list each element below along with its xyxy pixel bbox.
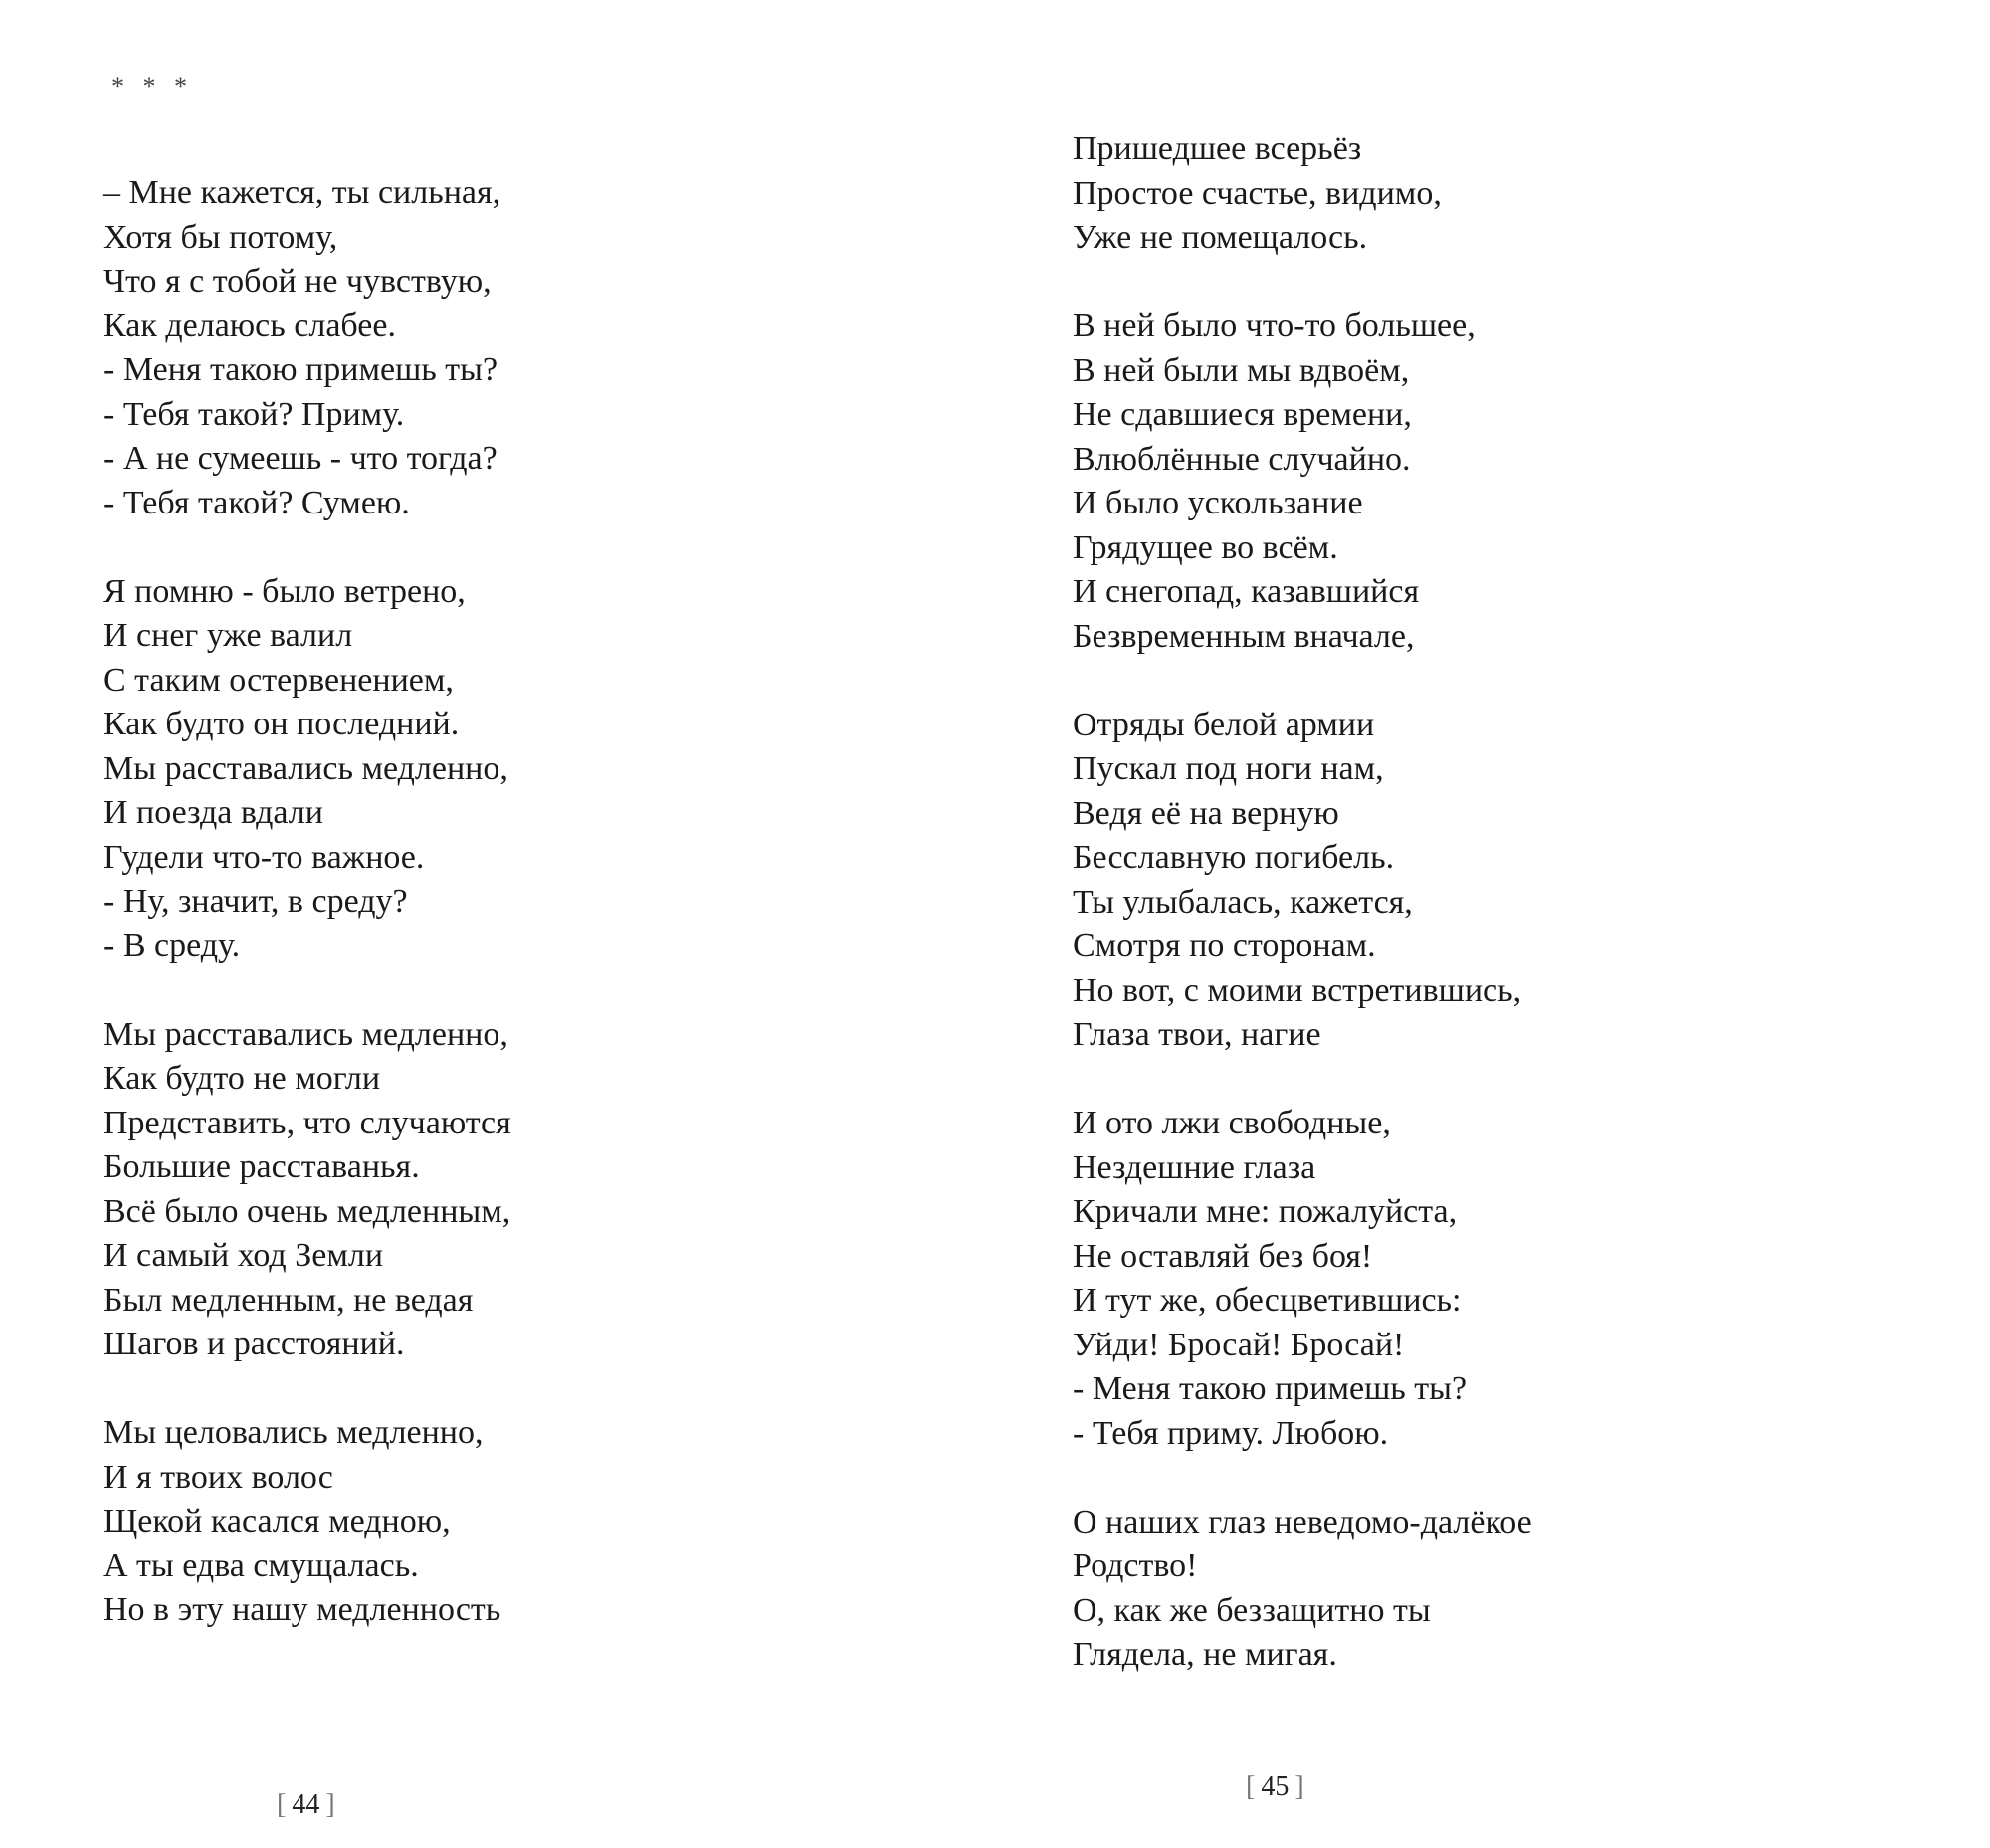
- stanza-9: [1073, 1501, 1532, 1678]
- poem-right-column: [1073, 127, 1532, 1722]
- verse-line: Я помню - было ветрено,: [103, 572, 466, 610]
- verse-line: Родство!: [1073, 1547, 1198, 1584]
- verse-line: В ней были мы вдвоём,: [1073, 351, 1410, 389]
- stanza-3: [103, 1013, 511, 1367]
- page-number-value: 44: [292, 1789, 320, 1820]
- verse-line: - В среду.: [103, 926, 241, 964]
- verse-line: - Меня такою примешь ты?: [103, 351, 498, 388]
- verse-line: А ты едва смущалась.: [103, 1546, 419, 1584]
- verse-line: Смотря по сторонам.: [1073, 927, 1376, 964]
- page-number-bracket-open: [: [1246, 1771, 1256, 1802]
- verse-line: Нездешние глаза: [1073, 1148, 1316, 1186]
- verse-line: Кричали мне: пожалуйста,: [1073, 1193, 1458, 1230]
- verse-line: О, как же беззащитно ты: [1073, 1591, 1431, 1629]
- stanza-2: [103, 570, 511, 969]
- stanza-8: [1073, 1102, 1532, 1456]
- verse-line: Грядущее во всём.: [1073, 528, 1338, 566]
- verse-line: Как будто он последний.: [103, 706, 460, 742]
- verse-line: Как будто не могли: [103, 1060, 381, 1097]
- verse-line: Уйди! Бросай! Бросай!: [1073, 1326, 1405, 1363]
- verse-line: Ведя её на верную: [1073, 794, 1339, 832]
- verse-line: И ото лжи свободные,: [1073, 1105, 1391, 1141]
- page-number-right: [1240, 1773, 1310, 1801]
- verse-line: Мы расставались медленно,: [103, 1015, 508, 1053]
- verse-line: И было ускользание: [1073, 485, 1363, 521]
- verse-line: - Тебя такой? Сумею.: [103, 484, 410, 521]
- verse-line: Не сдавшиеся времени,: [1073, 396, 1412, 433]
- verse-line: – Мне кажется, ты сильная,: [103, 174, 501, 211]
- page-number-bracket-close: ]: [1294, 1771, 1304, 1802]
- verse-line: Но в эту нашу медленность: [103, 1591, 501, 1628]
- verse-line: Глядела, не мигая.: [1073, 1636, 1337, 1673]
- verse-line: Простое счастье, видимо,: [1073, 174, 1442, 212]
- verse-line: Пришедшее всерьёз: [1073, 130, 1362, 167]
- verse-line: Безвременным вначале,: [1073, 617, 1415, 655]
- verse-line: Не оставляй без боя!: [1073, 1237, 1373, 1275]
- verse-line: Хотя бы потому,: [103, 218, 338, 256]
- verse-line: И я твоих волос: [103, 1458, 333, 1496]
- page-number-bracket-open: [: [277, 1789, 287, 1820]
- verse-line: Ты улыбалась, кажется,: [1073, 883, 1413, 921]
- verse-line: Пускал под ноги нам,: [1073, 750, 1384, 787]
- stanza-6: [1073, 305, 1532, 659]
- verse-line: О наших глаз неведомо-далёкое: [1073, 1503, 1532, 1540]
- verse-line: Всё было очень медленным,: [103, 1192, 511, 1230]
- verse-line: Шагов и расстояний.: [103, 1326, 405, 1362]
- verse-line: Что я с тобой не чувствую,: [103, 263, 492, 300]
- verse-line: Бесславную погибель.: [1073, 839, 1395, 876]
- verse-line: Мы целовались медленно,: [103, 1414, 484, 1451]
- stanza-5: [1073, 127, 1532, 261]
- right-page: [995, 0, 1990, 1848]
- verse-line: И тут же, обесцветившись:: [1073, 1282, 1462, 1319]
- verse-line: - Тебя приму. Любою.: [1073, 1414, 1389, 1452]
- verse-line: Отряды белой армии: [1073, 706, 1375, 743]
- poem-left-column: [103, 171, 511, 1677]
- verse-line: В ней было что-то большее,: [1073, 308, 1476, 344]
- verse-line: Был медленным, не ведая: [103, 1281, 474, 1319]
- verse-line: И снег уже валил: [103, 617, 353, 654]
- verse-line: Мы расставались медленно,: [103, 749, 508, 787]
- verse-line: Представить, что случаются: [103, 1104, 511, 1141]
- verse-line: И снегопад, казавшийся: [1073, 573, 1420, 610]
- verse-line: - Ну, значит, в среду?: [103, 883, 408, 920]
- page-number-value: 45: [1261, 1771, 1290, 1802]
- verse-line: Большие расставанья.: [103, 1148, 420, 1185]
- verse-line: Как делаюсь слабее.: [103, 307, 396, 344]
- verse-line: Гудели что-то важное.: [103, 838, 425, 876]
- verse-line: С таким остервенением,: [103, 661, 454, 699]
- verse-line: - Меня такою примешь ты?: [1073, 1370, 1468, 1407]
- verse-line: - А не сумеешь - что тогда?: [103, 440, 498, 477]
- section-divider-asterisks: * * *: [111, 72, 193, 101]
- verse-line: Щекой касался медною,: [103, 1503, 451, 1540]
- verse-line: И самый ход Земли: [103, 1237, 384, 1274]
- verse-line: Но вот, с моими встретившись,: [1073, 971, 1522, 1009]
- page-number-bracket-close: ]: [325, 1789, 335, 1820]
- stanza-4: [103, 1411, 511, 1633]
- verse-line: Влюблённые случайно.: [1073, 440, 1411, 478]
- stanza-1: [103, 171, 511, 525]
- verse-line: И поезда вдали: [103, 794, 323, 831]
- page-number-left: [271, 1791, 341, 1819]
- verse-line: Глаза твои, нагие: [1073, 1016, 1321, 1053]
- verse-line: Уже не помещалось.: [1073, 219, 1368, 256]
- verse-line: - Тебя такой? Приму.: [103, 395, 405, 433]
- stanza-7: [1073, 704, 1532, 1058]
